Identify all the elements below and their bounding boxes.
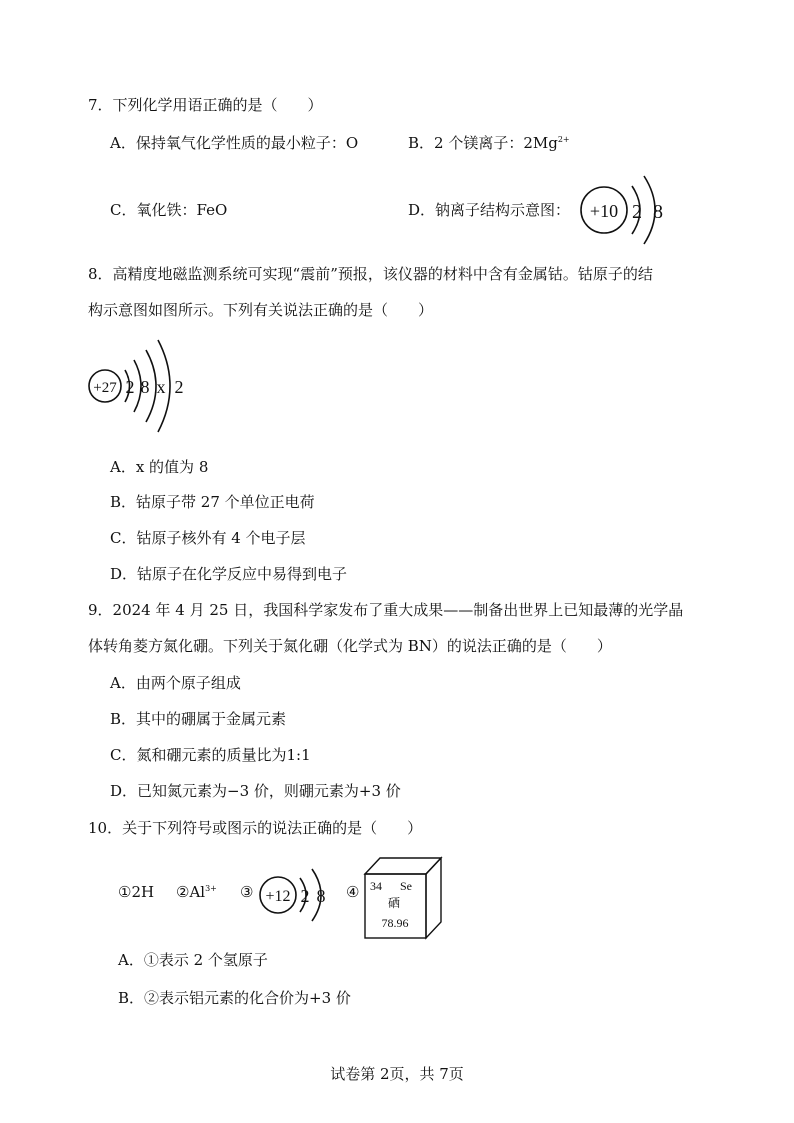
q10-option-a: A．①表示 2 个氢原子 [118,951,268,969]
q10-shell-1-count: 2 [300,886,310,906]
q9-stem-line-1: 9．2024 年 4 月 25 日，我国科学家发布了重大成果——制备出世界上已知最薄的光学晶 [88,601,684,619]
q7-option-d: D．钠离子结构示意图： [408,201,571,219]
q9-option-d: D．已知氮元素为−3 价，则硼元素为+3 价 [110,782,401,800]
q10-magnesium-atom-diagram [256,866,336,924]
q8-stem-line-1: 8．高精度地磁监测系统可实现“震前”预报，该仪器的材料中含有金属钴。钴原子的结 [88,265,653,283]
q10-card-side-face [426,858,441,938]
q7-sodium-ion-diagram [576,168,676,248]
q10-item-2 [176,882,217,902]
q9-option-a: A．由两个原子组成 [110,674,241,692]
q10-shell-2-count: 8 [316,886,326,906]
q8-shell-3-count: x [156,377,166,397]
q7-shell-1-count: 2 [632,201,642,223]
q10-item-3-label: ③ [240,883,254,901]
q8-option-a: A．x 的值为 8 [110,458,209,476]
q8-shell-2-count: 8 [140,377,150,397]
q8-stem-line-2: 构示意图如图所示。下列有关说法正确的是（ ） [88,301,434,319]
q10-selenium-element-card [364,856,444,940]
q10-item-2-text: ②Al [176,883,206,901]
q10-item-4-label: ④ [346,883,360,901]
q8-nucleus-charge: +27 [93,380,117,396]
q10-item-1: ①2H [118,883,155,901]
q7-option-c: C．氧化铁：FeO [110,201,228,219]
q7-option-b [408,133,570,153]
q8-shell-1-count: 2 [125,377,135,397]
q9-option-b: B．其中的硼属于金属元素 [110,710,287,728]
q9-option-c: C．氮和硼元素的质量比为1:1 [110,746,311,764]
q10-option-b: B．②表示铝元素的化合价为+3 价 [118,989,351,1007]
q7-nucleus-charge: +10 [589,201,619,221]
q8-cobalt-atom-diagram [84,336,194,426]
page-footer: 试卷第 2页，共 7页 [330,1065,464,1083]
q8-option-c: C．钴原子核外有 4 个电子层 [110,529,306,547]
q7-option-b-charge: 2+ [557,135,570,144]
q7-option-a: A．保持氧气化学性质的最小粒子：O [110,134,359,152]
q10-stem: 10．关于下列符号或图示的说法正确的是（ ） [88,819,423,837]
q8-option-b: B．钴原子带 27 个单位正电荷 [110,493,315,511]
q8-shell-4-count: 2 [174,377,184,397]
q10-card-top-face [365,858,441,874]
q10-card-atomic-number: 34 [370,879,382,893]
q10-card-atomic-mass: 78.96 [381,916,409,930]
q7-stem: 7．下列化学用语正确的是（ ） [88,96,323,114]
q10-card-symbol: Se [400,879,412,893]
q9-stem-line-2: 体转角菱方氮化硼。下列关于氮化硼（化学式为 BN）的说法正确的是（ ） [88,637,612,655]
q10-nucleus-charge: +12 [265,888,291,905]
q8-option-d: D．钴原子在化学反应中易得到电子 [110,565,348,583]
q7-shell-2-count: 8 [653,201,663,223]
q10-card-element-name: 硒 [387,896,401,910]
q7-option-b-text: B．2 个镁离子：2Mg [408,134,558,152]
q10-item-2-charge: 3+ [205,884,217,893]
